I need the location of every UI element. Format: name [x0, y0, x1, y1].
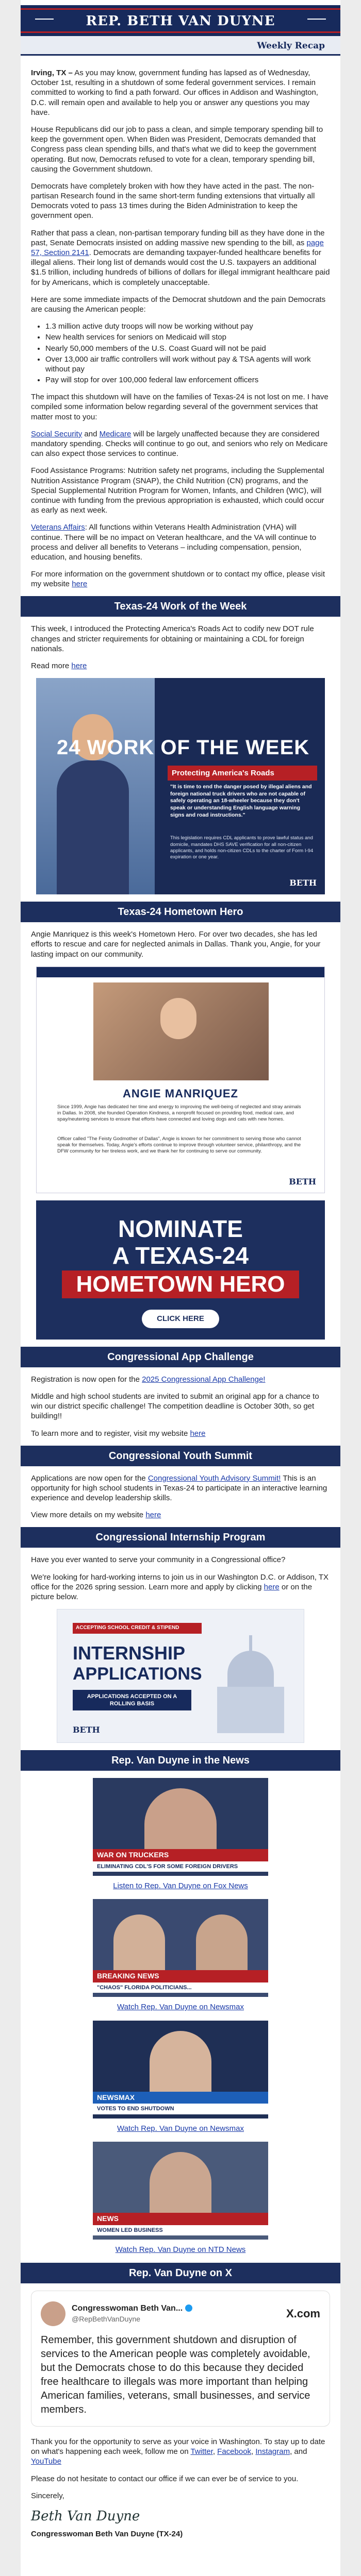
intern-credit-tag: ACCEPTING SCHOOL CREDIT & STIPEND	[73, 1623, 202, 1634]
list-item: • Nearly 50,000 members of the U.S. Coast Guard will not be paid	[45, 344, 330, 353]
clip-4-subtitle: WOMEN LED BUSINESS	[93, 2225, 268, 2235]
intro-text-4a: Rather that pass a clean, non-partisan temporary funding bill as they have done in the past, Senate Democrats insisted on adding massive new spending to the bill, as	[31, 228, 325, 247]
header-banner	[21, 5, 340, 36]
website-link[interactable]: here	[72, 580, 88, 589]
app-section	[21, 1375, 340, 1438]
nominate-hero-banner[interactable]	[36, 1200, 325, 1340]
instagram-link[interactable]: Instagram	[255, 2447, 290, 2456]
work-graphic-detail: This legislation requires CDL applicants to prove lawful status and domicile, mandates DHS SAVE verification for all non-citizen applicants, and holds non-citizen CDLs to the charter of Form I-94 expiration or one year.	[170, 835, 314, 860]
clip-3-link[interactable]: Watch Rep. Van Duyne on Newsmax	[117, 2124, 244, 2133]
header-name: REP. BETH VAN DUYNE	[86, 13, 275, 29]
signature: Beth Van Duyne	[31, 2508, 140, 2524]
intro-text-1: As you may know, government funding has lapsed as of Wednesday, October 1st, resulting in a shutdown of some federal government services. I remain committed to working to find a path forward. Our offices in Addison and Washington, D.C. will remain open and available to help you or answer any questions you may have.	[31, 69, 318, 117]
facebook-link[interactable]: Facebook	[217, 2447, 252, 2456]
closing-text-2: Please do not hesitate to contact our office if we can ever be of service to you.	[31, 2474, 299, 2483]
dateline: Irving, TX –	[31, 69, 73, 77]
hero-photo-head	[160, 998, 196, 1039]
avatar	[41, 2301, 65, 2326]
hero-bio-1: Since 1999, Angie has dedicated her time and energy to improving the well-being of neglected and stray animals in Dallas. In 2008, she founded Operation Kindness, a nonprofit focused on providing food, medical care, and spay/neutering services to ensure that efforts have connected and loving dogs and cats with new homes.	[57, 1104, 301, 1123]
header-stripe-top	[21, 8, 340, 10]
intro-text-4b: . Democrats are demanding taxpayer-funded healthcare benefits for illegal aliens. Their long list of demands would cost the U.S. taxpayers an additional $1.5 trillion, including hundreds of billions of dollars for illegal immigrant healthcare paid for by Americans, which is completely unacceptable.	[31, 248, 330, 287]
list-item: • Over 13,000 air traffic controllers will work without pay & TSA agents will work without pay	[45, 354, 330, 374]
list-item: • 1.3 million active duty troops will now be working without pay	[45, 321, 330, 331]
intro-paragraph-6: The impact this shutdown will have on the families of Texas-24 is not lost on me. I have compiled some information below regarding several of the government services that matter most to you:	[31, 393, 329, 421]
app-register-label: To learn more and to register, visit my website	[31, 1429, 190, 1438]
header-subtitle: Weekly Recap	[257, 41, 325, 51]
section-band-news: Rep. Van Duyne in the News	[21, 1750, 340, 1771]
closing-section	[21, 2437, 340, 2539]
twitter-link[interactable]: Twitter	[190, 2447, 213, 2456]
nominate-line-1: NOMINATE	[118, 1215, 243, 1242]
clip-1-subtitle: ELIMINATING CDL'S FOR SOME FOREIGN DRIVERS	[93, 1861, 268, 1872]
tweet-handle: @RepBethVanDuyne	[72, 2314, 141, 2323]
nominate-line-3: HOMETOWN HERO	[62, 1270, 299, 1298]
tweet-header	[41, 2300, 320, 2328]
work-read-more	[31, 661, 330, 671]
internship-graphic[interactable]	[57, 1609, 304, 1743]
app-text-1	[31, 1375, 330, 1384]
work-graphic-title: 24 WORK OF THE WEEK	[57, 736, 310, 759]
intro-paragraph-8: Food Assistance Programs: Nutrition safety net programs, including the Supplemental Nutrition Assistance Program (SNAP), the Child Nutrition (CN) programs, and the Special Supplemental Nutrition Program for Women, Infants, and Children (WIC), will continue with funding from the previous appropriation is exhausted, which could occur as early as next week.	[31, 466, 324, 515]
intro-section	[21, 68, 340, 589]
youth-lead: Applications are now open for the	[31, 1473, 148, 1483]
app-challenge-link[interactable]: 2025 Congressional App Challenge!	[142, 1375, 266, 1384]
clip-3-chyron: NEWSMAX	[93, 2092, 268, 2104]
app-text-3	[31, 1429, 330, 1438]
nominate-line-2: A TEXAS-24	[112, 1242, 249, 1269]
youth-summit-link[interactable]: Congressional Youth Advisory Summit!	[147, 1473, 281, 1483]
intro-paragraph-1	[31, 68, 330, 117]
closing-text-3: Sincerely,	[31, 2491, 64, 2500]
app-register-link[interactable]: here	[190, 1429, 206, 1438]
work-graphic-banner: Protecting America's Roads	[168, 766, 317, 781]
section-band-intern: Congressional Internship Program	[21, 1527, 340, 1548]
section-band-work: Texas-24 Work of the Week	[21, 596, 340, 617]
hero-graphic-topbar	[37, 967, 325, 977]
sep: , and	[290, 2447, 307, 2456]
news-clip-3[interactable]	[93, 2021, 268, 2119]
intro-text-9: : All functions within Veterans Health Administration (VHA) will continue. There will be no impact on Veteran healthcare, and the VA will continue to process and deliver all benefits to Veterans – including compensation, pension, education, and housing benefits.	[31, 523, 317, 562]
verified-icon	[185, 2304, 192, 2312]
read-more-link[interactable]: here	[71, 662, 87, 670]
youth-text-1	[31, 1473, 330, 1503]
intro-paragraph-4	[31, 228, 330, 287]
sep: ,	[212, 2447, 218, 2456]
intro-paragraph-10	[31, 569, 330, 589]
clip-2-caption	[21, 2002, 340, 2012]
youth-section	[21, 1473, 340, 1520]
impact-list	[45, 321, 330, 385]
beth-logo: BETH	[73, 1724, 100, 1735]
intern-heading-2: APPLICATIONS	[73, 1664, 202, 1684]
clip-2-speaker-b	[196, 1914, 248, 1976]
closing-text-1	[31, 2437, 330, 2467]
medicare-link[interactable]: Medicare	[99, 429, 132, 438]
list-item: • Pay will stop for over 100,000 federal law enforcement officers	[45, 375, 330, 385]
work-section	[21, 624, 340, 671]
youth-more-link[interactable]: here	[145, 1511, 161, 1520]
intro-text-10: For more information on the government shutdown or to contact my office, please visit my website	[31, 570, 325, 589]
tweet-author	[72, 2303, 192, 2314]
section-band-youth: Congressional Youth Summit	[21, 1446, 340, 1466]
clip-4-chyron: NEWS	[93, 2213, 268, 2225]
intern-apply-link[interactable]: here	[264, 1582, 280, 1591]
signoff: Congresswoman Beth Van Duyne (TX-24)	[31, 2530, 183, 2539]
clip-1-link[interactable]: Listen to Rep. Van Duyne on Fox News	[113, 1882, 248, 1891]
clip-2-subtitle: "CHAOS" FLORIDA POLITICIANS...	[93, 1982, 268, 1993]
news-clips	[21, 1778, 340, 2255]
youth-detail: This is an opportunity for high school students in Texas-24 to participate in an interactive learning experience and develop leadership skills.	[31, 1473, 327, 1503]
intern-heading-1: INTERNSHIP	[73, 1642, 186, 1664]
app-lead: Registration is now open for the	[31, 1375, 142, 1384]
sep: ,	[251, 2447, 256, 2456]
hero-text: Angie Manriquez is this week's Hometown Hero. For over two decades, she has led efforts to rescue and care for neglected animals in Dallas. Thank you, Angie, for your lasting impact on our community.	[31, 930, 321, 959]
youth-more-label: View more details on my website	[31, 1511, 146, 1520]
read-more-label: Read more	[31, 662, 72, 670]
news-clip-2[interactable]	[93, 1899, 268, 1997]
hero-bio-2: Officer called "The Feisty Godmother of Dallas", Angie is known for her commitment to serving those who cannot speak for themselves. Today, Angie's efforts continue to improve through volunteer service, philanthropy, and the DFW community for her tireless work, and we thank her for continuing to serve our community.	[57, 1136, 301, 1155]
x-logo-icon: X.com	[286, 2307, 320, 2320]
list-item: • New health services for seniors on Medicaid will stop	[45, 332, 330, 342]
section-band-hero: Texas-24 Hometown Hero	[21, 902, 340, 922]
work-graphic-quote: "It is time to end the danger posed by illegal aliens and foreign national truck drivers who are not capable of safely operating an 18-wheeler because they don't speak or understanding English language warning signs and road instructions."	[170, 784, 312, 818]
hero-photo	[93, 982, 269, 1080]
portrait-body	[57, 760, 129, 894]
beth-logo: BETH	[289, 877, 317, 888]
section-band-app: Congressional App Challenge	[21, 1347, 340, 1367]
intro-paragraph-5: Here are some immediate impacts of the Democrat shutdown and the pain Democrats are causing the American people:	[31, 295, 326, 314]
news-clip-4[interactable]	[93, 2142, 268, 2240]
clip-2-link[interactable]: Watch Rep. Van Duyne on Newsmax	[117, 2003, 244, 2012]
clip-4-link[interactable]: Watch Rep. Van Duyne on NTD News	[115, 2245, 246, 2254]
bill-section-link[interactable]: page 57, Section 2141	[31, 238, 324, 257]
app-text-2: Middle and high school students are invited to submit an original app for a chance to win our district specific challenge! The competition deadline is October 30th, so get building!!	[31, 1392, 319, 1421]
email-body	[21, 0, 340, 2576]
newsletter-header	[21, 0, 340, 68]
tweet-text: Remember, this government shutdown and disruption of services to the American people was completely avoidable, but the Democrats chose to do this because they decided free healthcare to illegals was more important than helping American families, veterans, small businesses, and service members.	[41, 2334, 310, 2415]
section-band-x: Rep. Van Duyne on X	[21, 2263, 340, 2283]
youtube-link[interactable]: YouTube	[31, 2457, 61, 2466]
nominate-click-button[interactable]: CLICK HERE	[142, 1310, 219, 1328]
closing-lead: Thank you for the opportunity to serve as your voice in Washington. To stay up to date on what's happening each week, follow me on	[31, 2437, 325, 2456]
clip-3-subtitle: VOTES TO END SHUTDOWN	[93, 2104, 268, 2114]
veterans-affairs-link[interactable]: Veterans Affairs	[31, 523, 85, 532]
youth-text-2	[31, 1510, 330, 1520]
news-clip-1[interactable]	[93, 1778, 268, 1876]
photo-panel	[36, 678, 155, 894]
hometown-hero-graphic[interactable]	[36, 967, 325, 1193]
intern-lead: We're looking for hard-working interns to join us in our Washington D.C. or Addison, TX office for the 2026 spring session. Learn more and apply by clicking	[31, 1572, 329, 1591]
intern-text-2	[31, 1572, 330, 1602]
hero-name: ANGIE MANRIQUEZ	[123, 1087, 238, 1100]
header-stripe-bottom	[21, 31, 340, 33]
author-name: Congresswoman Beth Van...	[72, 2303, 185, 2313]
intern-tail: or on the picture below.	[31, 1582, 313, 1601]
intern-rolling-badge: APPLICATIONS ACCEPTED ON A ROLLING BASIS	[73, 1690, 191, 1710]
clip-4-caption	[21, 2245, 340, 2255]
header-subbar	[21, 36, 340, 56]
clip-2-speaker-a	[113, 1914, 165, 1976]
clip-3-caption	[21, 2124, 340, 2133]
intro-text-7: will be largely unaffected because they are considered mandatory spending. Checks will continue to go out, and seniors who rely on Medicare can also expect those services to continue.	[31, 429, 328, 459]
intro-paragraph-3: Democrats have completely broken with how they have acted in the past. The non-partisan Research found in the same short-term funding extensions that virtually all Democrats voted to pass 13 times during the Biden Administration to keep the government open.	[31, 181, 315, 221]
intro-paragraph-2: House Republicans did our job to pass a clean, and simple temporary spending bill to keep the government open. When Biden was President, Democrats demanded that Congress pass clean spending bills, and that's what we did to keep the government operating. But now, Democrats refused to vote for a clean, temporary spending bill, causing the Government shutdown.	[31, 125, 323, 174]
tweet-card[interactable]	[31, 2291, 330, 2427]
clip-1-chyron: WAR ON TRUCKERS	[93, 1849, 268, 1861]
social-security-link[interactable]: Social Security	[31, 429, 83, 438]
conjunction: and	[82, 429, 100, 438]
clip-1-caption	[21, 1881, 340, 1891]
beth-logo: BETH	[289, 1177, 316, 1187]
intern-text-1: Have you ever wanted to serve your community in a Congressional office?	[31, 1555, 286, 1565]
clip-2-chyron: BREAKING NEWS	[93, 1970, 268, 1982]
intro-paragraph-7	[31, 429, 330, 459]
hero-section	[21, 929, 340, 959]
capitol-dome-icon	[212, 1630, 289, 1733]
work-text: This week, I introduced the Protecting America's Roads Act to codify new DOT rule changes and stricter requirements for obtaining or maintaining a CDL for foreign nationals.	[31, 624, 314, 653]
work-of-week-graphic[interactable]	[36, 678, 325, 894]
intro-paragraph-9	[31, 522, 330, 562]
intern-section	[21, 1555, 340, 1602]
